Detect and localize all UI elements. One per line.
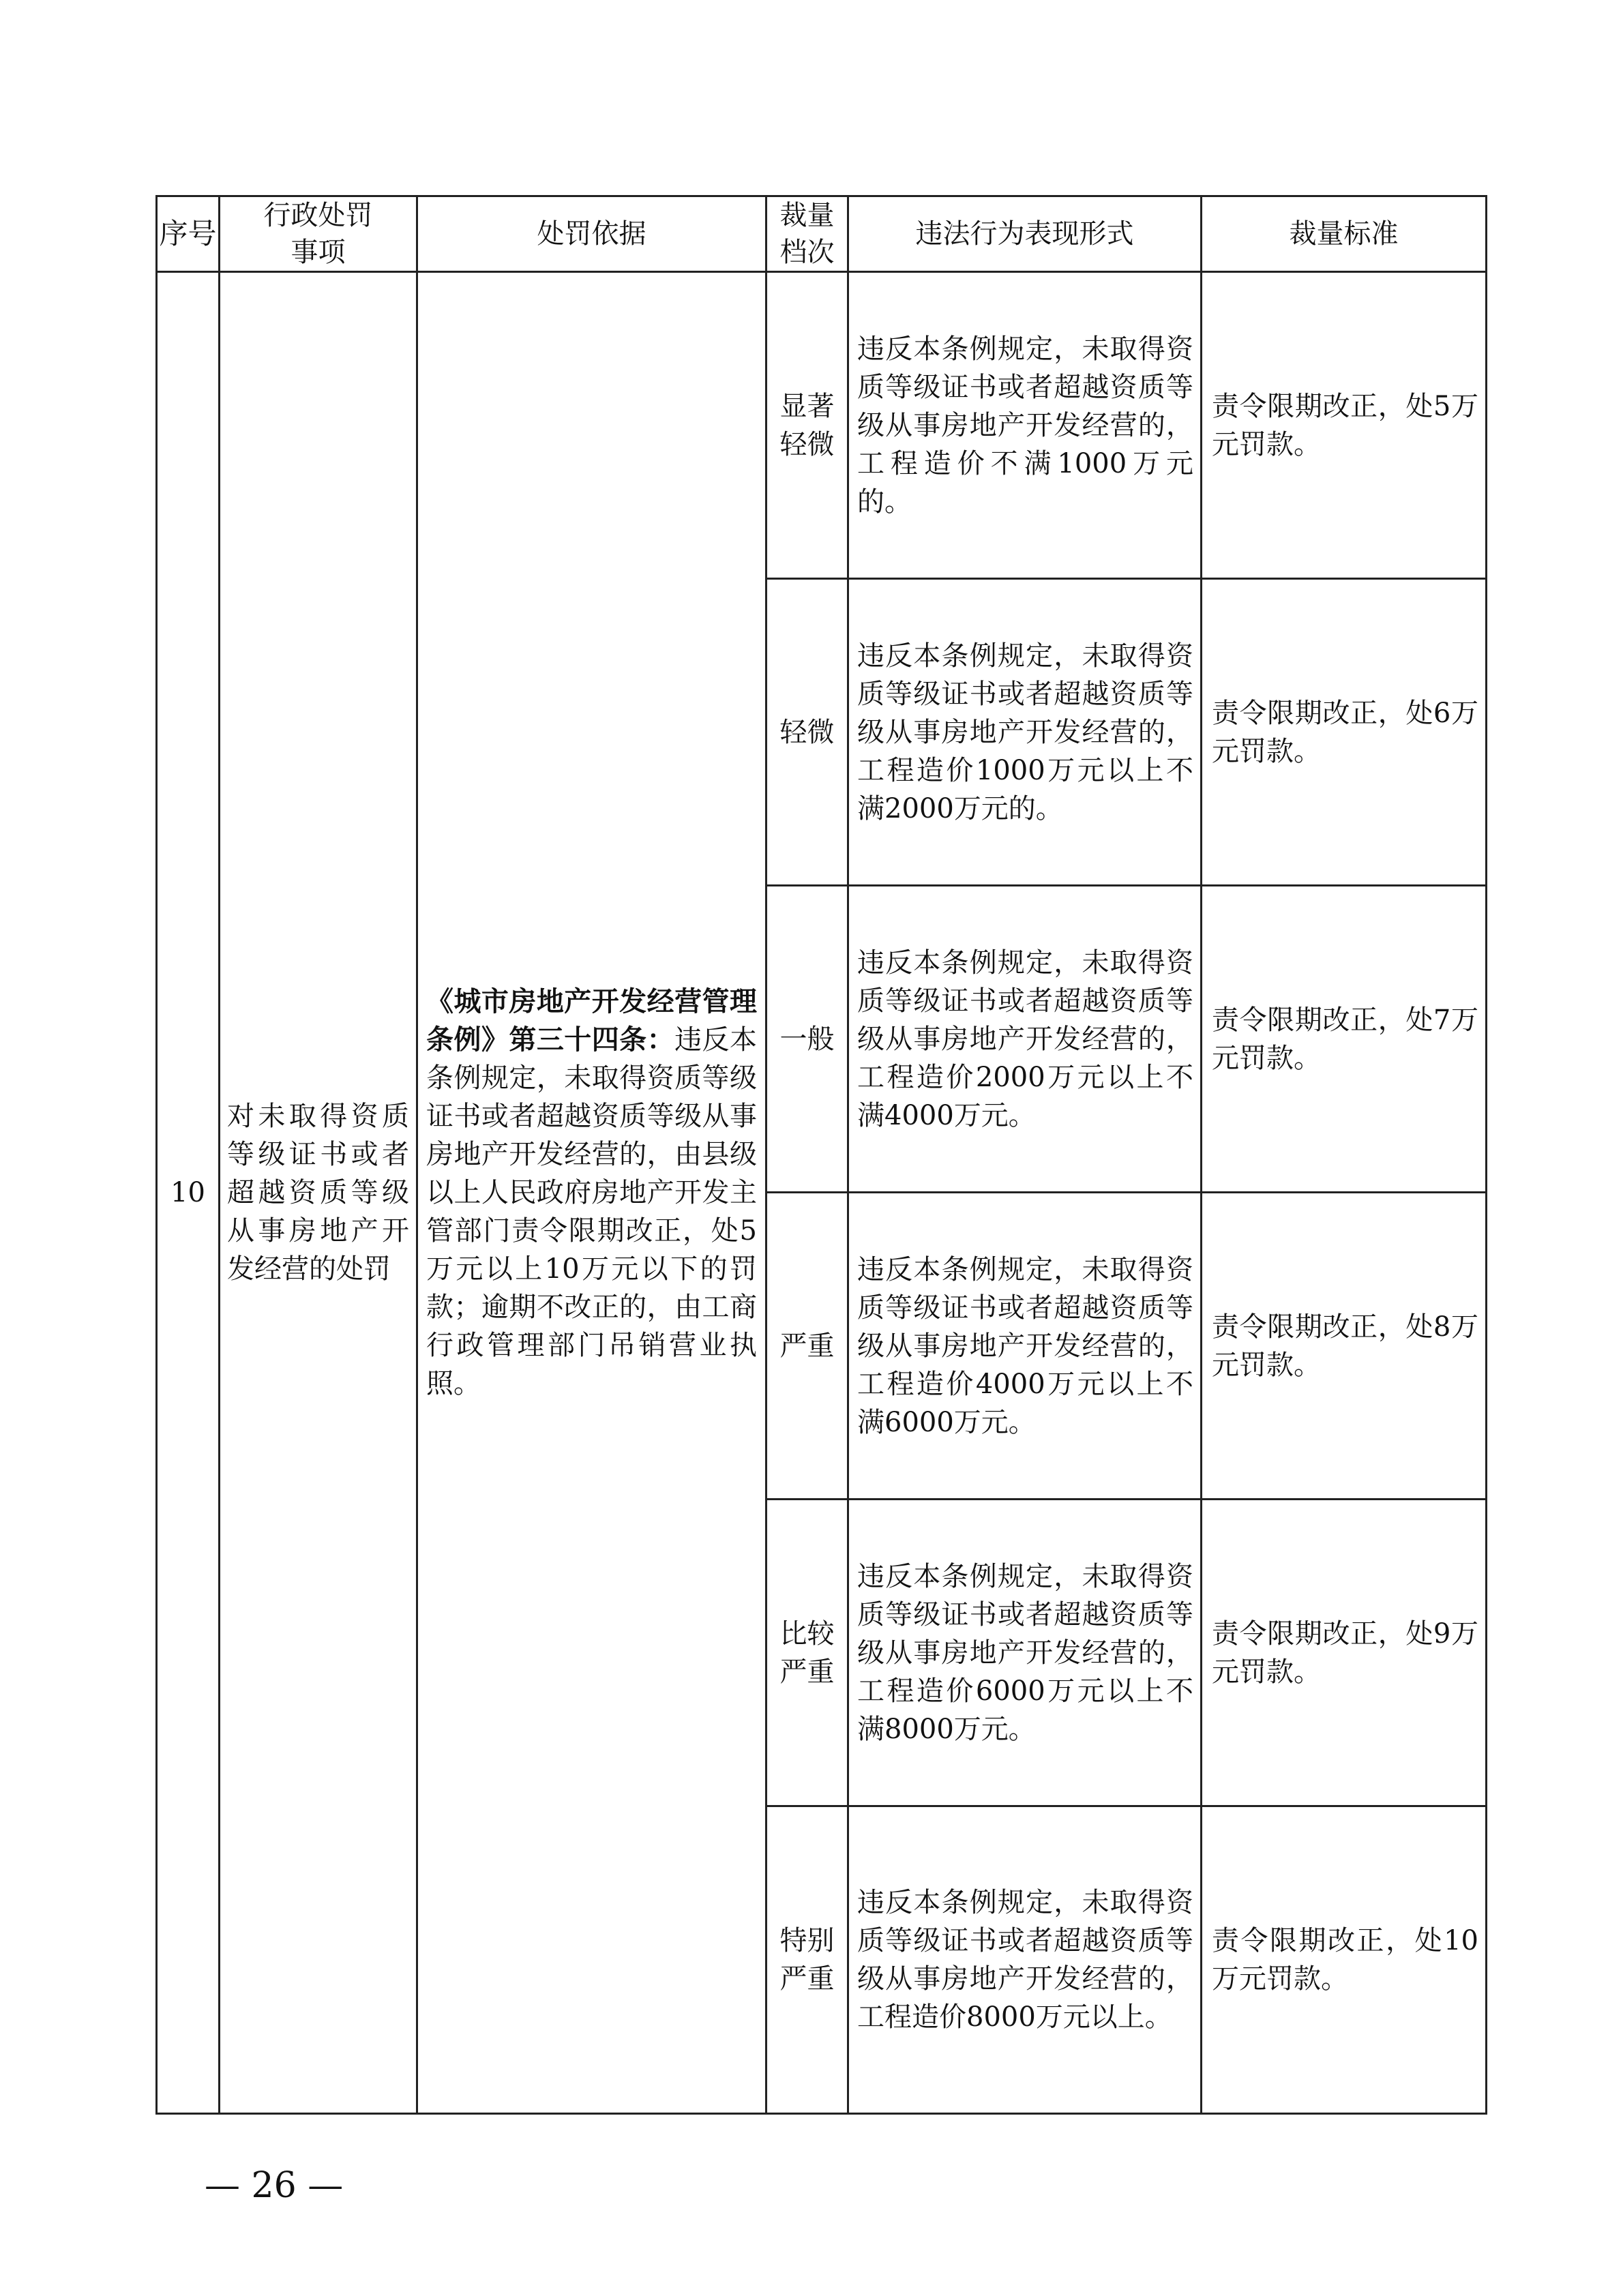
page-number: — 26 — — [205, 2165, 344, 2206]
violation-form-cell: 违反本条例规定，未取得资质等级证书或者超越资质等级从事房地产开发经营的，工程造价2000万元以上不满4000万元。 — [848, 886, 1202, 1193]
header-form: 违法行为表现形式 — [848, 196, 1202, 272]
header-seq: 序号 — [157, 196, 220, 272]
row-seq: 10 — [157, 272, 220, 2114]
header-basis: 处罚依据 — [417, 196, 766, 272]
violation-form-cell: 违反本条例规定，未取得资质等级证书或者超越资质等级从事房地产开发经营的，工程造价8000万元以上。 — [848, 1806, 1202, 2114]
penalty-standard-cell: 责令限期改正，处5万元罚款。 — [1202, 272, 1487, 579]
violation-form-cell: 违反本条例规定，未取得资质等级证书或者超越资质等级从事房地产开发经营的，工程造价1000万元以上不满2000万元的。 — [848, 579, 1202, 886]
level-cell — [766, 1500, 848, 1806]
level-cell — [766, 579, 848, 886]
penalty-standard-cell: 责令限期改正，处7万元罚款。 — [1202, 886, 1487, 1193]
penalty-standard-cell: 责令限期改正，处6万元罚款。 — [1202, 579, 1487, 886]
table-row — [157, 272, 1487, 579]
level-label: 严重 — [779, 1330, 835, 1362]
violation-form-cell: 违反本条例规定，未取得资质等级证书或者超越资质等级从事房地产开发经营的，工程造价不满1000万元的。 — [848, 272, 1202, 579]
level-label: 轻微 — [779, 716, 835, 748]
violation-form-cell: 违反本条例规定，未取得资质等级证书或者超越资质等级从事房地产开发经营的，工程造价6000万元以上不满8000万元。 — [848, 1500, 1202, 1806]
violation-form-cell: 违反本条例规定，未取得资质等级证书或者超越资质等级从事房地产开发经营的，工程造价4000万元以上不满6000万元。 — [848, 1193, 1202, 1500]
header-item — [220, 196, 417, 272]
basis-regulation-title: 《城市房地产开发经营管理条例》第三十四条： — [426, 985, 757, 1056]
level-label: 一般 — [779, 1023, 835, 1055]
level-cell — [766, 886, 848, 1193]
level-cell — [766, 1193, 848, 1500]
basis-regulation-text: 违反本条例规定，未取得资质等级证书或者超越资质等级从事房地产开发经营的，由县级以上人民政府房地产开发主管部门责令限期改正，处5万元以上10万元以下的罚款；逾期不改正的，由工商行政管理部门吊销营业执照。 — [426, 1024, 758, 1399]
level-label: 显著轻微 — [779, 390, 835, 460]
level-cell — [766, 272, 848, 579]
penalty-standard-cell: 责令限期改正，处10万元罚款。 — [1202, 1806, 1487, 2114]
penalty-standard-cell: 责令限期改正，处8万元罚款。 — [1202, 1193, 1487, 1500]
header-level — [766, 196, 848, 272]
header-standard: 裁量标准 — [1202, 196, 1487, 272]
level-label: 特别严重 — [779, 1925, 835, 1995]
level-cell — [766, 1806, 848, 2114]
header-item-label: 行政处罚事项 — [263, 200, 373, 268]
level-label: 比较严重 — [779, 1617, 835, 1688]
penalty-table — [155, 195, 1487, 2115]
row-penalty-item: 对未取得资质等级证书或者超越资质等级从事房地产开发经营的处罚 — [220, 272, 417, 2114]
row-penalty-basis — [417, 272, 766, 2114]
penalty-standard-cell: 责令限期改正，处9万元罚款。 — [1202, 1500, 1487, 1806]
header-level-label: 裁量档次 — [779, 200, 835, 268]
table-header-row — [157, 196, 1487, 272]
